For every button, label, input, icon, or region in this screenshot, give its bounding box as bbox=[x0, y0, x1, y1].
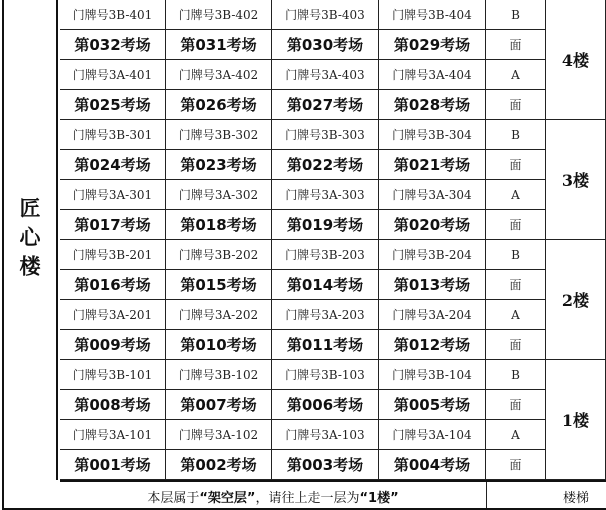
exam-room-label: 第005考场 bbox=[379, 390, 486, 420]
room-door-number: 门牌号3A-402 bbox=[166, 60, 272, 90]
ground-floor-notice bbox=[60, 482, 486, 510]
side-face-label: 面 bbox=[486, 30, 546, 60]
room-door-number: 门牌号3B-101 bbox=[60, 360, 166, 390]
notice-text-mid: ，请往上走一层为 bbox=[255, 490, 360, 506]
side-face-label: 面 bbox=[486, 390, 546, 420]
room-door-number: 门牌号3B-204 bbox=[379, 240, 486, 270]
side-face-label: 面 bbox=[486, 210, 546, 240]
side-face-label: 面 bbox=[486, 150, 546, 180]
side-letter: B bbox=[486, 360, 546, 390]
room-door-number: 门牌号3B-203 bbox=[272, 240, 379, 270]
building-label-cell bbox=[2, 0, 58, 480]
exam-room-label: 第017考场 bbox=[60, 210, 166, 240]
room-door-number: 门牌号3B-401 bbox=[60, 0, 166, 30]
side-letter: B bbox=[486, 240, 546, 270]
footer-row bbox=[60, 480, 606, 510]
exam-room-label: 第008考场 bbox=[60, 390, 166, 420]
room-door-number: 门牌号3B-302 bbox=[166, 120, 272, 150]
exam-room-label: 第016考场 bbox=[60, 270, 166, 300]
room-door-number: 门牌号3A-104 bbox=[379, 420, 486, 450]
side-letter: A bbox=[486, 300, 546, 330]
notice-text-highlight-2: “1楼” bbox=[359, 490, 399, 506]
room-door-number: 门牌号3B-404 bbox=[379, 0, 486, 30]
room-door-number: 门牌号3B-201 bbox=[60, 240, 166, 270]
room-door-number: 门牌号3A-203 bbox=[272, 300, 379, 330]
exam-room-label: 第028考场 bbox=[379, 90, 486, 120]
room-door-number: 门牌号3A-404 bbox=[379, 60, 486, 90]
room-door-number: 门牌号3B-304 bbox=[379, 120, 486, 150]
exam-room-label: 第011考场 bbox=[272, 330, 379, 360]
room-grid bbox=[60, 0, 606, 480]
room-door-number: 门牌号3B-104 bbox=[379, 360, 486, 390]
room-door-number: 门牌号3A-103 bbox=[272, 420, 379, 450]
side-letter: A bbox=[486, 180, 546, 210]
room-door-number: 门牌号3A-301 bbox=[60, 180, 166, 210]
exam-room-label: 第031考场 bbox=[166, 30, 272, 60]
floor-label: 2楼 bbox=[546, 240, 606, 360]
exam-room-label: 第010考场 bbox=[166, 330, 272, 360]
building-name: 匠心楼 bbox=[17, 196, 41, 284]
exam-room-label: 第004考场 bbox=[379, 450, 486, 480]
exam-room-label: 第025考场 bbox=[60, 90, 166, 120]
side-face-label: 面 bbox=[486, 330, 546, 360]
notice-text-pre: 本层属于 bbox=[147, 490, 200, 506]
side-face-label: 面 bbox=[486, 270, 546, 300]
side-letter: A bbox=[486, 60, 546, 90]
exam-room-label: 第030考场 bbox=[272, 30, 379, 60]
room-door-number: 门牌号3B-403 bbox=[272, 0, 379, 30]
exam-room-label: 第007考场 bbox=[166, 390, 272, 420]
exam-room-label: 第032考场 bbox=[60, 30, 166, 60]
stair-label: 楼梯 bbox=[562, 490, 589, 506]
room-door-number: 门牌号3A-201 bbox=[60, 300, 166, 330]
exam-room-label: 第006考场 bbox=[272, 390, 379, 420]
exam-room-label: 第003考场 bbox=[272, 450, 379, 480]
room-door-number: 门牌号3B-402 bbox=[166, 0, 272, 30]
room-door-number: 门牌号3B-303 bbox=[272, 120, 379, 150]
room-door-number: 门牌号3A-202 bbox=[166, 300, 272, 330]
exam-room-label: 第022考场 bbox=[272, 150, 379, 180]
room-door-number: 门牌号3A-101 bbox=[60, 420, 166, 450]
exam-room-label: 第019考场 bbox=[272, 210, 379, 240]
floor-label: 3楼 bbox=[546, 120, 606, 240]
room-door-number: 门牌号3A-304 bbox=[379, 180, 486, 210]
floor-label: 4楼 bbox=[546, 0, 606, 120]
exam-room-label: 第009考场 bbox=[60, 330, 166, 360]
side-letter: A bbox=[486, 420, 546, 450]
exam-room-label: 第020考场 bbox=[379, 210, 486, 240]
exam-room-label: 第015考场 bbox=[166, 270, 272, 300]
side-letter: B bbox=[486, 0, 546, 30]
exam-room-label: 第021考场 bbox=[379, 150, 486, 180]
side-face-label: 面 bbox=[486, 90, 546, 120]
side-face-label: 面 bbox=[486, 450, 546, 480]
room-door-number: 门牌号3A-403 bbox=[272, 60, 379, 90]
room-door-number: 门牌号3A-303 bbox=[272, 180, 379, 210]
side-letter: B bbox=[486, 120, 546, 150]
exam-room-label: 第001考场 bbox=[60, 450, 166, 480]
room-door-number: 门牌号3B-103 bbox=[272, 360, 379, 390]
exam-room-label: 第018考场 bbox=[166, 210, 272, 240]
room-door-number: 门牌号3B-102 bbox=[166, 360, 272, 390]
room-door-number: 门牌号3A-204 bbox=[379, 300, 486, 330]
room-door-number: 门牌号3A-302 bbox=[166, 180, 272, 210]
room-door-number: 门牌号3A-102 bbox=[166, 420, 272, 450]
floor-label: 1楼 bbox=[546, 360, 606, 480]
exam-room-label: 第012考场 bbox=[379, 330, 486, 360]
room-door-number: 门牌号3B-301 bbox=[60, 120, 166, 150]
exam-room-label: 第027考场 bbox=[272, 90, 379, 120]
room-door-number: 门牌号3A-401 bbox=[60, 60, 166, 90]
notice-text-highlight-1: “架空层” bbox=[199, 490, 256, 506]
exam-room-label: 第013考场 bbox=[379, 270, 486, 300]
exam-room-label: 第026考场 bbox=[166, 90, 272, 120]
exam-room-label: 第023考场 bbox=[166, 150, 272, 180]
room-door-number: 门牌号3B-202 bbox=[166, 240, 272, 270]
exam-room-label: 第029考场 bbox=[379, 30, 486, 60]
exam-room-label: 第024考场 bbox=[60, 150, 166, 180]
exam-room-label: 第014考场 bbox=[272, 270, 379, 300]
exam-room-label: 第002考场 bbox=[166, 450, 272, 480]
